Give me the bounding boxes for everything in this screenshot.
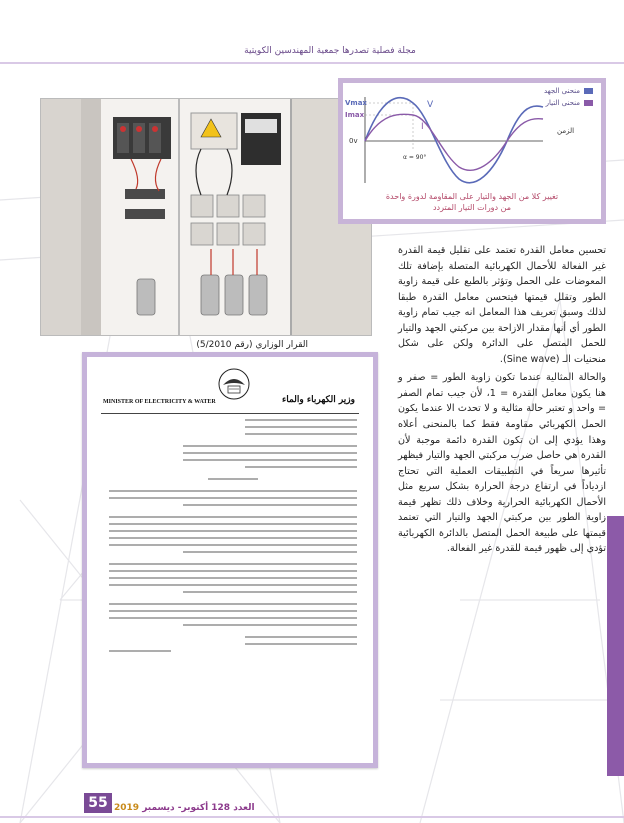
graph-caption-line-2: من دورات التيار المتردد <box>432 203 512 212</box>
ministerial-decree-document <box>82 352 378 768</box>
vmax-label: Vmax <box>345 99 367 107</box>
electrical-panel-photo <box>40 98 372 336</box>
article-body <box>398 243 606 743</box>
ministry-name-ar: وزير الكهرباء والماء <box>281 395 355 405</box>
angle-label: α = 90° <box>403 154 427 161</box>
decree-header-rule <box>101 413 359 414</box>
side-color-tab <box>607 516 624 776</box>
legend-current-label: منحنى التيار <box>545 99 580 107</box>
article-paragraph-2: والحالة المثالية عندما تكون زاوية الطور = صفر و هنا يكون معامل القدرة = 1، لأن جيب تمام الصفر = واحد و تعتبر حالة مثالية و لا تحدث الا عندما يكون الحمل الكهربائي مقاومة فقط كما بالمنحنى أعلاه وهذا يؤدي إلى ان تكون القدرة دائمة موجبة لأن القدرة هي حاصل ضرب مركبتي الجهد والتيار فيظهر تأثيرها سريعاً في التطبيقات العملية التي تحتاج ازدياداً في ارتفاع درجة الحرارة بشكل سريع مثل الأحمال الكهربائية الحرارية وخلاف ذلك تظهر قيمة زاوية الطور بين مركبتي الجهد والتيار التي تعتمد قيمتها على طبيعة الحمل المتصل بالدائرة الكهربائية تؤدي إلى ظهور قيمة للقدرة غير الفعالة. <box>398 372 606 555</box>
article-paragraph-1: تحسين معامل القدرة تعتمد على تقليل قيمة القدرة غير الفعالة للأحمال الكهربائية المتصلة بإضافة تلك المعوضات على الحمل وتؤثر بالطبع على قيمة زاوية الطور وتقلل قيمتها فيتحسن معامل القدرة طبقا لذلك وسبق تعريف هذا المعامل انه جيب تمام زاوية الطور أي أنها مقدار الازاحة بين مركبتي الجهد والتيار للحمل المتصل على الدائرة ولكن على شكل منحنيات الـ (Sine wave). <box>398 245 606 365</box>
ministry-name-en: MINISTER OF ELECTRICITY & WATER <box>103 399 216 405</box>
imax-label: Imax <box>345 111 365 119</box>
legend-current-swatch <box>584 100 593 106</box>
legend-current <box>546 99 593 107</box>
decree-body-text-block <box>109 419 357 749</box>
issue-year: 2019 <box>114 803 140 813</box>
time-label: الزمن <box>557 127 575 135</box>
graph-caption <box>349 191 595 213</box>
decree-caption: القرار الوزاري (رقم 5/2010) <box>196 340 308 350</box>
footer-divider <box>0 816 624 818</box>
page-number: 55 <box>84 793 112 813</box>
graph-caption-line-1: تغيير كلا من الجهد والتيار على المقاومة لدورة واحدة <box>385 192 559 201</box>
legend-voltage-swatch <box>584 88 593 94</box>
v-curve-label: V <box>427 100 434 110</box>
header-divider <box>0 62 624 64</box>
voltage-curve <box>365 98 543 183</box>
issue-text: العدد 128 أكتوبر- ديسمبر <box>142 803 255 813</box>
zero-label: 0v <box>349 137 358 145</box>
voltage-current-graph <box>338 78 606 224</box>
magazine-header: مجلة فصلية تصدرها جمعية المهندسين الكويتية <box>244 46 416 56</box>
legend-voltage-label: منحنى الجهد <box>543 87 580 95</box>
kuwait-emblem-icon <box>217 367 251 401</box>
legend-voltage <box>544 87 593 95</box>
i-curve-label: I <box>421 122 424 132</box>
issue-info <box>114 803 255 813</box>
